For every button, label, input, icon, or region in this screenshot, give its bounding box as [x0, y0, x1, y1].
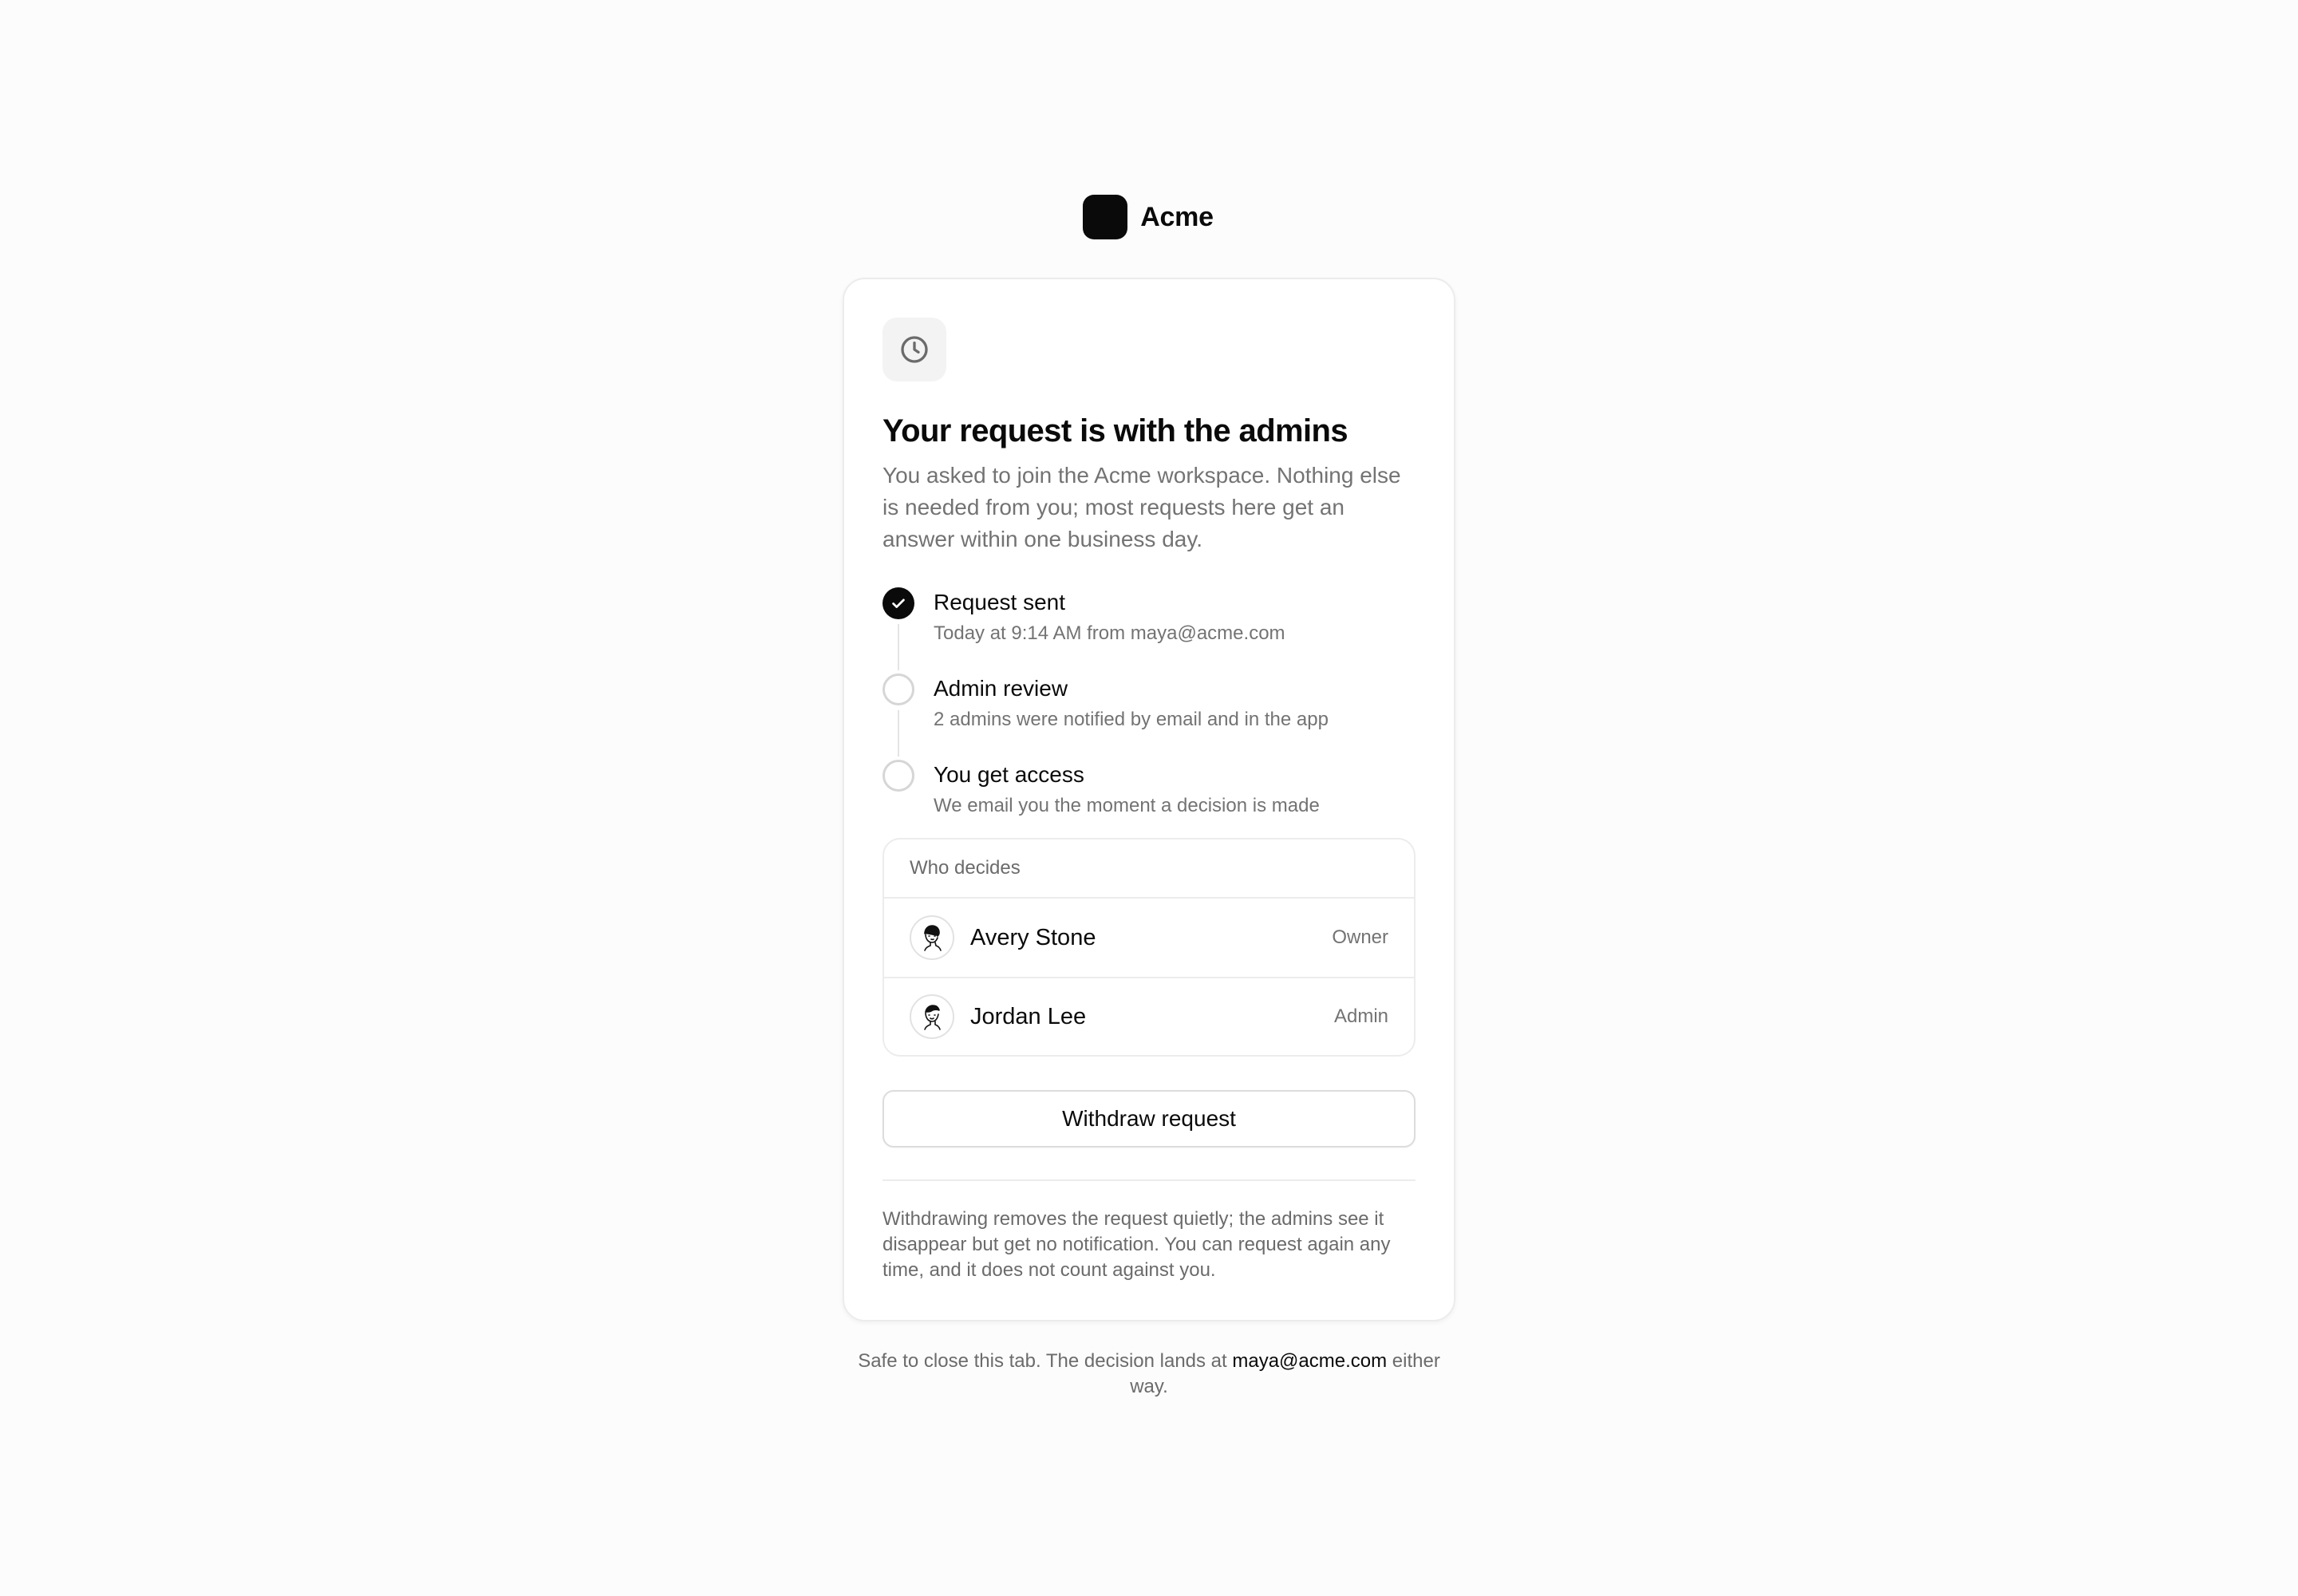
withdraw-request-button[interactable]: Withdraw request — [882, 1090, 1416, 1148]
clock-icon — [898, 334, 930, 365]
step-done-dot — [882, 587, 914, 619]
step-admin-review — [882, 674, 1416, 760]
decider-role: Owner — [1332, 926, 1388, 948]
step-you-get-access — [882, 760, 1416, 827]
step-subtitle: We email you the moment a decision is made — [934, 795, 1320, 816]
brand-name: Acme — [1140, 201, 1214, 232]
list-item — [884, 977, 1414, 1055]
page-title: Your request is with the admins — [882, 413, 1348, 448]
footer-text-end: either way. — [1130, 1350, 1440, 1397]
deciders-panel — [882, 838, 1416, 1057]
status-tile — [882, 318, 946, 381]
decider-role: Admin — [1333, 1005, 1388, 1027]
list-item — [884, 899, 1414, 977]
deciders-heading: Who decides — [884, 839, 1414, 899]
check-icon — [890, 595, 907, 612]
step-connector — [898, 624, 899, 670]
acme-logo-icon — [1083, 195, 1127, 239]
avatar — [910, 994, 954, 1039]
avatar — [910, 915, 954, 960]
divider — [882, 1179, 1416, 1181]
footer-email-link[interactable]: maya@acme.com — [1232, 1350, 1388, 1372]
empty-circle-icon — [882, 760, 914, 792]
request-status-card — [843, 278, 1455, 1321]
step-title: Request sent — [934, 590, 1065, 614]
progress-steps — [882, 587, 1416, 827]
decider-name: Avery Stone — [970, 924, 1096, 950]
step-request-sent — [882, 587, 1416, 674]
avatar-sketch-icon — [914, 920, 950, 955]
footer-text: Safe to close this tab. The decision lands at — [858, 1350, 1233, 1372]
step-subtitle: Today at 9:14 AM from maya@acme.com — [934, 622, 1285, 644]
step-title: You get access — [934, 762, 1084, 787]
intro-text: You asked to join the Acme workspace. Nothing else is needed from you; most requests here get an answer within one business day. — [882, 463, 1401, 551]
empty-circle-icon — [882, 674, 914, 705]
avatar-sketch-icon — [914, 999, 950, 1034]
step-subtitle: 2 admins were notified by email and in the app — [934, 709, 1329, 730]
step-connector — [898, 710, 899, 757]
brand-header — [0, 195, 2298, 239]
decider-name: Jordan Lee — [970, 1003, 1087, 1029]
step-title: Admin review — [934, 676, 1068, 701]
withdraw-note: Withdrawing removes the request quietly; the admins see it disappear but get no notification. You can request again any time, and it does not count against you. — [882, 1208, 1391, 1281]
footer-note — [843, 1349, 1455, 1400]
